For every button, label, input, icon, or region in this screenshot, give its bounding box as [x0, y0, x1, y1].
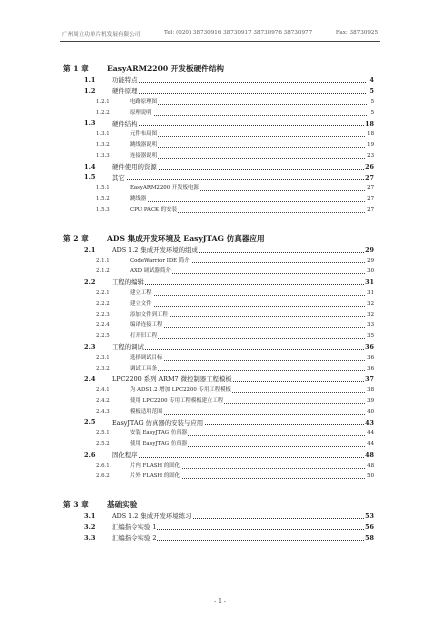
toc-page-number: 36 — [367, 354, 374, 361]
toc-section-entry[interactable] — [0, 373, 440, 384]
toc-entry-title: CPU PACK 的安装 — [130, 206, 177, 213]
toc-entry-title: CodeWarrior IDE 简介 — [130, 257, 190, 264]
toc-dot-leader — [130, 158, 367, 159]
toc-subsection-entry[interactable] — [0, 405, 440, 416]
toc-subsection-entry[interactable] — [0, 427, 440, 438]
toc-entry-title: 工程的编辑 — [112, 278, 144, 287]
header-fax: Fax: 38730925 — [335, 30, 378, 36]
toc-entry-title: 使用 LPC2200 专用工程模板建立工程 — [130, 397, 224, 404]
toc-page-number: 27 — [367, 196, 374, 203]
toc-page-number: 27 — [367, 206, 374, 213]
toc-entry-number: 2.4.3 — [96, 408, 110, 415]
toc-subsection-entry[interactable] — [0, 182, 440, 193]
toc-page-number: 48 — [365, 450, 374, 459]
toc-subsection-entry[interactable] — [0, 204, 440, 215]
toc-page-number: 50 — [367, 473, 374, 480]
toc-subsection-entry[interactable] — [0, 150, 440, 161]
toc-entry-title: 模板适用范围 — [130, 408, 163, 415]
toc-entry-title: 跳线器说明 — [130, 142, 157, 149]
toc-entry-number: 2.2.3 — [96, 311, 110, 318]
toc-dot-leader — [112, 179, 366, 180]
toc-dot-leader — [112, 457, 366, 458]
toc-page-number: 40 — [367, 408, 374, 415]
toc-subsection-entry[interactable] — [0, 351, 440, 362]
toc-page-number: 44 — [367, 430, 374, 437]
toc-entry-title: 其它 — [112, 173, 125, 182]
toc-section-entry[interactable] — [0, 74, 440, 85]
toc-entry-title: 汇编指令实验 1 — [112, 523, 157, 532]
toc-entry-title: 编译连接工程 — [130, 322, 163, 329]
toc-page-number: 32 — [367, 300, 374, 307]
header-company: 广州周立功单片机发展有限公司 — [62, 32, 141, 38]
toc-entry-number: 2.3.1 — [96, 354, 110, 361]
toc-entry-number: 2.2.4 — [96, 322, 110, 329]
toc-page-number: 4 — [369, 76, 374, 85]
toc-page-number: 38 — [367, 387, 374, 394]
toc-subsection-entry[interactable] — [0, 319, 440, 330]
toc-entry-title: 片内 FLASH 的固化 — [130, 462, 180, 469]
toc-dot-leader — [112, 125, 366, 126]
toc-page-number: 27 — [367, 185, 374, 192]
toc-page-number: 31 — [367, 289, 374, 296]
toc-entry-number: 1.5.1 — [96, 185, 110, 192]
toc-page-number: 18 — [367, 131, 374, 138]
toc-subsection-entry[interactable] — [0, 470, 440, 481]
running-header — [62, 30, 378, 38]
toc-entry-title: 硬件结构 — [112, 119, 138, 128]
toc-entry-number: 1.4 — [84, 162, 96, 171]
toc-entry-number: 2.2 — [84, 277, 96, 286]
toc-dot-leader — [130, 104, 367, 105]
toc-page-number: 19 — [367, 142, 374, 149]
toc-dot-leader — [130, 295, 367, 296]
toc-entry-number: 1.3.1 — [96, 131, 110, 138]
toc-page-number: 58 — [365, 533, 374, 542]
toc-dot-leader — [130, 136, 367, 137]
toc-entry-number: 2.1.1 — [96, 257, 110, 264]
toc-page-number: 26 — [365, 162, 374, 171]
toc-dot-leader — [130, 414, 367, 415]
toc-entry-title: 跳线器 — [130, 196, 147, 203]
toc-entry-number: 1.5 — [84, 173, 96, 182]
toc-entry-number: 1.3 — [84, 119, 96, 128]
toc-entry-title: ADS 集成开发环境及 EasyJTAG 仿真器应用 — [107, 233, 265, 243]
toc-entry-title: 选择调试目标 — [130, 354, 163, 361]
toc-entry-title: 硬件使用的资源 — [112, 162, 157, 171]
toc-entry-number: 1.5.3 — [96, 206, 110, 213]
toc-entry-title: 建立文件 — [130, 300, 152, 307]
toc-dot-leader — [130, 115, 367, 116]
toc-entry-number: 2.2.5 — [96, 333, 110, 340]
toc-page-number: 33 — [367, 322, 374, 329]
toc-chapter-heading[interactable] — [0, 56, 440, 74]
toc-entry-title: LPC2200 系列 ARM7 微控制器工程模板 — [112, 375, 232, 384]
toc-dot-leader — [112, 93, 366, 94]
toc-page-number: 5 — [370, 109, 374, 116]
toc-subsection-entry[interactable] — [0, 362, 440, 373]
toc-dot-leader — [130, 147, 367, 148]
toc-entry-title: EasyJTAG 仿真器的安装与应用 — [112, 418, 204, 427]
toc-entry-title: 为 ADS1.2 增加 LPC2200 专用工程模板 — [130, 387, 231, 394]
toc-section-entry[interactable] — [0, 85, 440, 96]
toc-entry-title: EasyARM2200 开发板硬件结构 — [107, 64, 224, 74]
toc-page-number: 36 — [365, 342, 374, 351]
toc-subsection-entry[interactable] — [0, 193, 440, 204]
toc-entry-title: 原理说明 — [130, 109, 152, 116]
toc-subsection-entry[interactable] — [0, 287, 440, 298]
toc-entry-number: 1.5.2 — [96, 196, 110, 203]
toc-entry-number: 2.2.1 — [96, 289, 110, 296]
toc-entry-title: EasyARM2200 开发板电源 — [130, 185, 199, 192]
toc-dot-leader — [130, 306, 367, 307]
toc-entry-title: 添加文件到工程 — [130, 311, 168, 318]
toc-page-number: 32 — [367, 311, 374, 318]
toc-page-number: 48 — [367, 462, 374, 469]
toc-subsection-entry[interactable] — [0, 96, 440, 107]
toc-entry-number: 1.2 — [84, 87, 96, 95]
toc-entry-title: 固化程序 — [112, 450, 138, 459]
toc-subsection-entry[interactable] — [0, 330, 440, 341]
toc-dot-leader — [130, 370, 367, 371]
toc-page-number: 27 — [365, 173, 374, 182]
toc-dot-leader — [130, 201, 367, 202]
toc-section-entry[interactable] — [0, 171, 440, 182]
toc-subsection-entry[interactable] — [0, 265, 440, 276]
toc-section-entry[interactable] — [0, 160, 440, 171]
toc-entry-number: 2.1.2 — [96, 268, 110, 275]
toc-entry-number: 1.1 — [84, 76, 96, 85]
toc-entry-title: ADS 1.2 集成开发环境的组成 — [112, 245, 198, 254]
toc-entry-number: 2.3 — [84, 342, 96, 351]
toc-entry-number: 第 3 章 — [63, 500, 89, 510]
toc-entry-number: 2.5 — [84, 418, 96, 427]
toc-entry-title: 打开旧工程 — [130, 333, 157, 340]
toc-entry-title: ADS 1.2 集成开发环境练习 — [112, 512, 192, 521]
toc-entry-number: 3.3 — [84, 533, 96, 542]
toc-entry-number: 2.6.2 — [96, 473, 110, 480]
toc-page-number: 18 — [365, 119, 374, 128]
toc-dot-leader — [130, 327, 367, 328]
toc-entry-number: 2.5.1 — [96, 430, 110, 437]
toc-subsection-entry[interactable] — [0, 438, 440, 449]
toc-section-entry[interactable] — [0, 276, 440, 287]
toc-subsection-entry[interactable] — [0, 139, 440, 150]
toc-section-entry[interactable] — [0, 449, 440, 460]
toc-section-entry[interactable] — [0, 510, 440, 521]
toc-entry-number: 3.1 — [84, 512, 96, 521]
toc-entry-title: 汇编指令实验 2 — [112, 533, 157, 542]
toc-page-number: 43 — [365, 418, 374, 427]
toc-entry-number: 2.5.2 — [96, 441, 110, 448]
toc-dot-leader — [112, 349, 366, 350]
toc-entry-number: 1.3.3 — [96, 152, 110, 159]
page-number: - 1 - — [214, 598, 226, 605]
toc-entry-number: 2.4 — [84, 375, 96, 384]
toc-section-entry[interactable] — [0, 243, 440, 254]
toc-page-number: 39 — [367, 397, 374, 404]
toc-entry-title: 硬件原理 — [112, 87, 138, 96]
toc-entry-number: 2.6.1 — [96, 462, 110, 469]
toc-entry-title: AXD 调试器简介 — [130, 268, 171, 275]
toc-page-number: 29 — [365, 245, 374, 254]
toc-entry-title: 元件布局图 — [130, 131, 157, 138]
toc-entry-title: 连接器说明 — [130, 152, 157, 159]
toc-page-number: 5 — [369, 87, 374, 96]
toc-entry-number: 2.6 — [84, 450, 96, 459]
toc-entry-number: 1.3.2 — [96, 142, 110, 149]
toc-page-number: 44 — [367, 441, 374, 448]
toc-page-number: 37 — [365, 375, 374, 384]
toc-entry-number: 2.1 — [84, 245, 96, 254]
toc-entry-number: 2.4.2 — [96, 397, 110, 404]
toc-page-number: 31 — [365, 278, 374, 287]
header-phone: Tel: (020) 38730916 38730917 38730976 38730977 — [164, 30, 313, 36]
toc-entry-title: 调试工具条 — [130, 365, 157, 372]
toc-dot-leader — [112, 82, 366, 83]
toc-entry-number: 1.2.2 — [96, 109, 110, 116]
toc-entry-number: 1.2.1 — [96, 98, 110, 105]
toc-subsection-entry[interactable] — [0, 297, 440, 308]
toc-chapter-heading[interactable] — [0, 214, 440, 243]
toc-section-entry[interactable] — [0, 341, 440, 352]
toc-subsection-entry[interactable] — [0, 106, 440, 117]
toc-subsection-entry[interactable] — [0, 459, 440, 470]
toc-subsection-entry[interactable] — [0, 128, 440, 139]
toc-subsection-entry[interactable] — [0, 308, 440, 319]
toc-entry-title: 建立工程 — [130, 289, 152, 296]
toc-entry-title: 片外 FLASH 的固化 — [130, 473, 180, 480]
toc-page-number: 36 — [367, 365, 374, 372]
toc-entry-number: 2.3.2 — [96, 365, 110, 372]
toc-entry-title: 功能特点 — [112, 76, 138, 85]
toc-section-entry[interactable] — [0, 117, 440, 128]
toc-section-entry[interactable] — [0, 531, 440, 542]
toc-entry-number: 3.2 — [84, 522, 96, 531]
toc-page-number: 5 — [370, 98, 374, 105]
toc-page-number: 56 — [365, 523, 374, 532]
toc-section-entry[interactable] — [0, 416, 440, 427]
toc-entry-number: 2.2.2 — [96, 300, 110, 307]
toc-entry-title: 基础实验 — [107, 500, 138, 510]
toc-dot-leader — [130, 360, 367, 361]
toc-dot-leader — [130, 338, 367, 339]
toc-page-number: 23 — [367, 152, 374, 159]
toc-entry-number: 第 2 章 — [63, 233, 89, 243]
toc-section-entry[interactable] — [0, 521, 440, 532]
toc-entry-title: 工程的调试 — [112, 342, 144, 351]
toc-entry-title: 使用 EasyJTAG 仿真器 — [130, 441, 188, 448]
table-of-contents — [0, 56, 440, 542]
toc-chapter-heading[interactable] — [0, 481, 440, 510]
header-rule — [60, 41, 380, 42]
toc-subsection-entry[interactable] — [0, 384, 440, 395]
toc-entry-title: 电路原理图 — [130, 98, 157, 105]
toc-entry-title: 安装 EasyJTAG 仿真器 — [130, 430, 188, 437]
toc-page-number: 29 — [367, 257, 374, 264]
toc-entry-number: 2.4.1 — [96, 387, 110, 394]
toc-page-number: 30 — [367, 268, 374, 275]
toc-page-number: 53 — [365, 512, 374, 521]
toc-entry-number: 第 1 章 — [63, 64, 89, 74]
toc-subsection-entry[interactable] — [0, 254, 440, 265]
toc-page-number: 35 — [367, 333, 374, 340]
toc-subsection-entry[interactable] — [0, 395, 440, 406]
toc-dot-leader — [112, 284, 366, 285]
